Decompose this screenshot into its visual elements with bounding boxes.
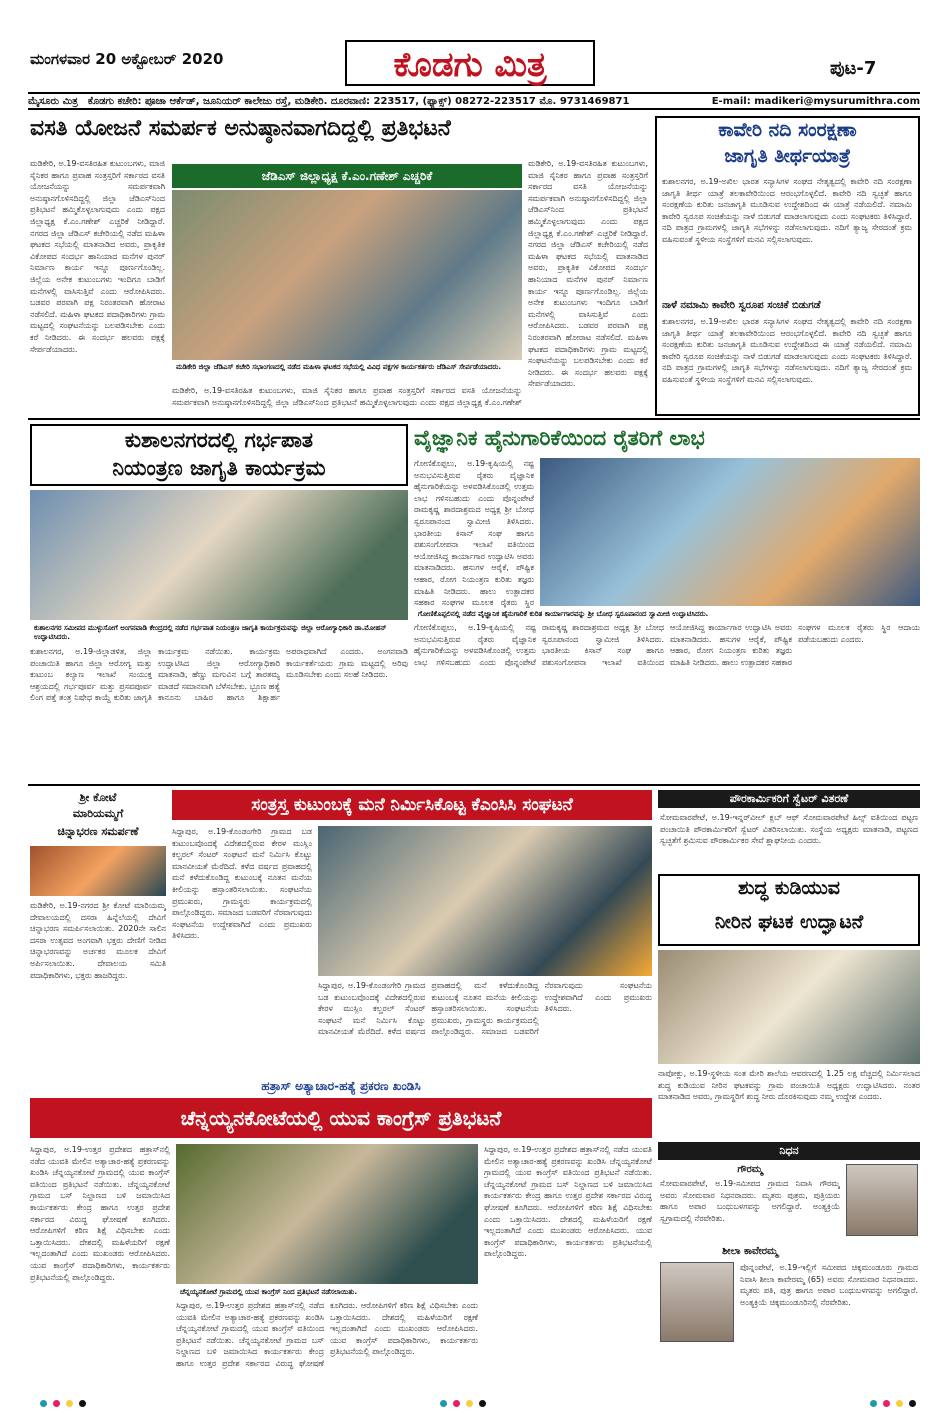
kicker-hathras: ಹತ್ರಾಸ್ ಅತ್ಯಾಚಾರ-ಹತ್ಯೆ ಪ್ರಕರಣ ಖಂಡಿಸಿ: [261, 1079, 421, 1093]
body-kaveri-2: ಕುಶಾಲನಗರ, ಅ.19-ಅಖಿಲ ಭಾರತ ಸನ್ಯಾಸಿಗಳ ಸಂಘದ ನೇತೃತ್ವದಲ್ಲಿ ಕಾವೇರಿ ನದಿ ಸಂರಕ್ಷಣಾ ಜಾಗೃತಿ ತೀರ್ಥ ಯಾತ್ರೆ ತಲಕಾವೇರಿಯಿಂದ ಆರಂಭಗೊಳ್ಳಲಿದೆ. ಕಾವೇರಿ ನದಿ ಸ್ವಚ್ಛತೆ ಹಾಗೂ ಸಂರಕ್ಷಣೆಯ ಕುರಿತು ಜನಜಾಗೃತಿ ಮೂಡಿಸುವ ಉದ್ದೇಶದಿಂದ ಈ ಯಾತ್ರೆ ನಡೆಯಲಿದೆ. ನಮಾಮಿ ಕಾವೇರಿ ಸ್ವರೂಪ ಸಂಚಿಕೆಯನ್ನು ನಾಳೆ ಬಿಡುಗಡೆ ಮಾಡಲಾಗುವುದು ಎಂದು ಸಂಘಟಕರು ತಿಳಿಸಿದ್ದಾರೆ. ನದಿ ಪಾತ್ರದ ಗ್ರಾಮಗಳಲ್ಲಿ ಜಾಗೃತಿ ಸಭೆಗಳನ್ನು ನಡೆಸಲಾಗುವುದು. ನದಿಗೆ ತ್ಯಾಜ್ಯ ಸೇರದಂತೆ ಕ್ರಮ ವಹಿಸುವಂತೆ ಸ್ಥಳೀಯ ಸಂಸ್ಥೆಗಳಿಗೆ ಮನವಿ ಸಲ್ಲಿಸಲಾಗುವುದು.: [662, 317, 912, 384]
body-gold: ಮಡಿಕೇರಿ, ಅ.19-ನಗರದ ಶ್ರೀ ಕೋಟೆ ಮಾರಿಯಮ್ಮ ದೇವಾಲಯದಲ್ಲಿ ದಸರಾ ಹಿನ್ನೆಲೆಯಲ್ಲಿ ದೇವಿಗೆ ಚಿನ್ನಾಭರಣ ಸಮರ್ಪಿಸಲಾಯಿತು. 2020ನೇ ಸಾಲಿನ ದಸರಾ ಉತ್ಸವದ ಅಂಗವಾಗಿ ಭಕ್ತರು ದೇಣಿಗೆ ನೀಡಿದ ಚಿನ್ನಾಭರಣವನ್ನು ಅರ್ಚಕರ ಮೂಲಕ ದೇವಿಗೆ ಅರ್ಪಿಸಲಾಯಿತು. ದೇವಾಲಯ ಸಮಿತಿ ಪದಾಧಿಕಾರಿಗಳು, ಭಕ್ತರು ಹಾಜರಿದ್ದರು.: [30, 901, 166, 980]
subhead-kaveri: ನಾಳೆ ನಮಾಮಿ ಕಾವೇರಿ ಸ್ವರೂಪ ಸಂಚಿಕೆ ಬಿಡುಗಡೆ: [662, 300, 821, 311]
headline-water-line1: ಶುದ್ಧ ಕುಡಿಯುವ: [737, 877, 841, 899]
photo-house-handover: [318, 826, 652, 976]
body-protest-col1: ಸಿದ್ದಾಪುರ, ಅ.19-ಉತ್ತರ ಪ್ರದೇಶದ ಹತ್ರಾಸ್‌ನಲ್ಲಿ ನಡೆದ ಯುವತಿ ಮೇಲಿನ ಅತ್ಯಾಚಾರ-ಹತ್ಯೆ ಪ್ರಕರಣವನ್ನು ಖಂಡಿಸಿ ಚೆನ್ನಯ್ಯನಕೋಟೆ ಗ್ರಾಮದಲ್ಲಿ ಯುವ ಕಾಂಗ್ರೆಸ್ ವತಿಯಿಂದ ಪ್ರತಿಭಟನೆ ನಡೆಯಿತು. ಚೆನ್ನಯ್ಯನಕೋಟೆ ಗ್ರಾಮದ ಬಸ್ ನಿಲ್ದಾಣದ ಬಳಿ ಜಮಾಯಿಸಿದ ಕಾರ್ಯಕರ್ತರು ಕೇಂದ್ರ ಹಾಗೂ ಉತ್ತರ ಪ್ರದೇಶ ಸರ್ಕಾರದ ವಿರುದ್ಧ ಘೋಷಣೆ ಕೂಗಿದರು. ಆರೋಪಿಗಳಿಗೆ ಕಠಿಣ ಶಿಕ್ಷೆ ವಿಧಿಸಬೇಕು ಎಂದು ಒತ್ತಾಯಿಸಿದರು. ದೇಶದಲ್ಲಿ ಮಹಿಳೆಯರಿಗೆ ರಕ್ಷಣೆ ಇಲ್ಲದಂತಾಗಿದೆ ಎಂದು ಮುಖಂಡರು ಆರೋಪಿಸಿದರು. ಯುವ ಕಾಂಗ್ರೆಸ್ ಪದಾಧಿಕಾರಿಗಳು, ಕಾರ್ಯಕರ್ತರು ಪ್ರತಿಭಟನೆಯಲ್ಲಿ ಪಾಲ್ಗೊಂಡಿದ್ದರು.: [30, 1145, 170, 1282]
caption-housing: ಮಡಿಕೇರಿ ಜಿಲ್ಲಾ ಜೆಡಿಎಸ್ ಕಚೇರಿ ಸಭಾಂಗಣದಲ್ಲಿ ನಡೆದ ಮಹಿಳಾ ಘಟಕದ ಸಭೆಯಲ್ಲಿ ವಿವಿಧ ಪಕ್ಷಗಳ ಕಾರ್ಯಕರ್ತರು ಜೆಡಿಎಸ್ ಸೇರ್ಪಡೆಯಾದರು.: [172, 361, 522, 383]
headline-sweater: ಪೌರಕಾರ್ಮಿಕರಿಗೆ ಸ್ವೆಟರ್ ವಿತರಣೆ: [658, 790, 920, 808]
strip-email: E-mail: madikeri@mysurumithra.com: [711, 96, 920, 107]
obit-body-2: ಪೊನ್ನಂಪೇಟೆ, ಅ.19-ಇಲ್ಲಿಗೆ ಸಮೀಪದ ಚಿಕ್ಕಮುಂಡೂರು ಗ್ರಾಮದ ನಿವಾಸಿ ಶೀಲಾ ಕಾವೇರಮ್ಮ (65) ಅವರು ಸೋಮವಾರ ನಿಧನರಾದರು. ಮೃತರು ಪತಿ, ಪುತ್ರ ಹಾಗೂ ಅಪಾರ ಬಂಧುಬಳಗವನ್ನು ಅಗಲಿದ್ದಾರೆ. ಅಂತ್ಯಕ್ರಿಯೆ ಚಿಕ್ಕಮುಂಡೂರಿನಲ್ಲಿ ನೆರವೇರಿತು.: [740, 1263, 918, 1307]
headline-abortion-line2: ನಿಯಂತ್ರಣ ಜಾಗೃತಿ ಕಾರ್ಯಕ್ರಮ: [112, 456, 326, 480]
headline-abortion-line1: ಕುಶಾಲನಗರದಲ್ಲಿ ಗರ್ಭಪಾತ: [124, 428, 314, 452]
registration-marks-right: [870, 1400, 916, 1407]
strip-address: ಕೊಡಗು ಕಚೇರಿ: ಪೂಜಾ ಆರ್ಕೆಡ್, ಜೂನಿಯರ್ ಕಾಲೇಜು ರಸ್ತೆ, ಮಡಿಕೇರಿ. ದೂರವಾಣಿ: 223517, (ಫ್ಯಾಕ್ಸ್) 08272-223517 ಮೊ. 9731469871: [87, 96, 630, 107]
body-dairy-col2: ಗೋಣಿಕೊಪ್ಪಲು, ಅ.19-ಕೃಷಿಯಲ್ಲಿ ನಷ್ಟ ಅನುಭವಿಸುತ್ತಿರುವ ರೈತರು ವೈಜ್ಞಾನಿಕ ಹೈನುಗಾರಿಕೆಯನ್ನು ಅಳವಡಿಸಿಕೊಂಡಲ್ಲಿ ಉತ್ತಮ ಲಾಭ ಗಳಿಸಬಹುದು ಎಂದು ಪೊನ್ನಂಪೇಟೆ ರಾಮಕೃಷ್ಣ ಶಾರದಾಶ್ರಮದ ಅಧ್ಯಕ್ಷ ಶ್ರೀ ಬೋಧ ಸ್ವರೂಪಾನಂದ ಸ್ವಾಮೀಜಿ ತಿಳಿಸಿದರು. ಭಾರತೀಯ ಕಿಸಾನ್ ಸಂಘ ಹಾಗೂ ಪಶುಸಂಗೋಪನಾ ಇಲಾಖೆ ವತಿಯಿಂದ ಆಯೋಜಿಸಿದ್ದ ಕಾರ್ಯಾಗಾರ ಉದ್ಘಾಟಿಸಿ ಅವರು ಮಾತನಾಡಿದರು. ಹಸುಗಳ ಆರೈಕೆ, ಪೌಷ್ಟಿಕ ಆಹಾರ, ರೋಗ ನಿಯಂತ್ರಣ ಕುರಿತು ತಜ್ಞರು ಮಾಹಿತಿ ನೀಡಿದರು. ಹಾಲು ಉತ್ಪಾದಕರ ಸಹಕಾರ ಸಂಘಗಳ ಮೂಲಕ ರೈತರು ಸ್ಥಿರ ಆದಾಯ ಪಡೆಯಬಹುದು ಎಂದರು.: [414, 623, 920, 667]
headline-kaveri-line1: ಕಾವೇರಿ ನದಿ ಸಂರಕ್ಷಣಾ: [718, 119, 857, 141]
issue-date: ಮಂಗಳವಾರ 20 ಅಕ್ಟೋಬರ್ 2020: [30, 50, 224, 68]
photo-dairy-workshop: [540, 458, 920, 606]
caption-dairy: ಗೋಣಿಕೊಪ್ಪಲಿನಲ್ಲಿ ನಡೆದ ವೈಜ್ಞಾನಿಕ ಹೈನುಗಾರಿಕೆ ಕುರಿತ ಕಾರ್ಯಾಗಾರವನ್ನು ಶ್ರೀ ಬೋಧ ಸ್ವರೂಪಾನಂದ ಸ್ವಾಮೀಜಿ ಉದ್ಘಾಟಿಸಿದರು.: [414, 608, 920, 621]
photo-jds-meeting: [172, 190, 522, 360]
body-kaveri: ಕುಶಾಲನಗರ, ಅ.19-ಅಖಿಲ ಭಾರತ ಸನ್ಯಾಸಿಗಳ ಸಂಘದ ನೇತೃತ್ವದಲ್ಲಿ ಕಾವೇರಿ ನದಿ ಸಂರಕ್ಷಣಾ ಜಾಗೃತಿ ತೀರ್ಥ ಯಾತ್ರೆ ತಲಕಾವೇರಿಯಿಂದ ಆರಂಭಗೊಳ್ಳಲಿದೆ. ಕಾವೇರಿ ನದಿ ಸ್ವಚ್ಛತೆ ಹಾಗೂ ಸಂರಕ್ಷಣೆಯ ಕುರಿತು ಜನಜಾಗೃತಿ ಮೂಡಿಸುವ ಉದ್ದೇಶದಿಂದ ಈ ಯಾತ್ರೆ ನಡೆಯಲಿದೆ. ನಮಾಮಿ ಕಾವೇರಿ ಸ್ವರೂಪ ಸಂಚಿಕೆಯನ್ನು ನಾಳೆ ಬಿಡುಗಡೆ ಮಾಡಲಾಗುವುದು ಎಂದು ಸಂಘಟಕರು ತಿಳಿಸಿದ್ದಾರೆ. ನದಿ ಪಾತ್ರದ ಗ್ರಾಮಗಳಲ್ಲಿ ಜಾಗೃತಿ ಸಭೆಗಳನ್ನು ನಡೆಸಲಾಗುವುದು. ನದಿಗೆ ತ್ಯಾಜ್ಯ ಸೇರದಂತೆ ಕ್ರಮ ವಹಿಸುವಂತೆ ಸ್ಥಳೀಯ ಸಂಸ್ಥೆಗಳಿಗೆ ಮನವಿ ಸಲ್ಲಿಸಲಾಗುವುದು.: [662, 177, 912, 244]
photo-protest: [176, 1144, 478, 1284]
page-number: ಪುಟ-7: [830, 58, 877, 79]
headline-kmcc: ಸಂತ್ರಸ್ತ ಕುಟುಂಬಕ್ಕೆ ಮನೆ ನಿರ್ಮಿಸಿಕೊಟ್ಟ ಕೆಎಂಸಿಸಿ ಸಂಘಟನೆ: [172, 790, 652, 820]
photo-awareness-program: [30, 490, 408, 620]
headline-housing: ವಸತಿ ಯೋಜನೆ ಸಮರ್ಪಕ ಅನುಷ್ಠಾನವಾಗದಿದ್ದಲ್ಲಿ ಪ್ರತಿಭಟನೆ: [30, 116, 451, 141]
divider-row2: [28, 784, 920, 786]
headline-protest: ಚೆನ್ನಯ್ಯನಕೋಟೆಯಲ್ಲಿ ಯುವ ಕಾಂಗ್ರೆಸ್ ಪ್ರತಿಭಟನೆ: [30, 1098, 652, 1138]
headline-gold-line3: ಚಿನ್ನಾಭರಣ ಸಮರ್ಪಣೆ: [57, 825, 139, 838]
headline-gold-line1: ಶ್ರೀ ಕೋಟೆ: [79, 791, 117, 804]
body-abortion: ಕುಶಾಲನಗರ, ಅ.19-ಜಿಲ್ಲಾಡಳಿತ, ಜಿಲ್ಲಾ ಪಂಚಾಯಿತಿ ಹಾಗೂ ಜಿಲ್ಲಾ ಆರೋಗ್ಯ ಮತ್ತು ಕುಟುಂಬ ಕಲ್ಯಾಣ ಇಲಾಖೆ ಸಂಯುಕ್ತ ಆಶ್ರಯದಲ್ಲಿ ಗರ್ಭಪೂರ್ವ ಮತ್ತು ಪ್ರಸವಪೂರ್ವ ಲಿಂಗ ಪತ್ತೆ ತಂತ್ರ ನಿಷೇಧ ಕಾಯ್ದೆ ಕುರಿತು ಜಾಗೃತಿ ಕಾರ್ಯಕ್ರಮ ನಡೆಯಿತು. ಕಾರ್ಯಕ್ರಮ ಉದ್ಘಾಟಿಸಿದ ಜಿಲ್ಲಾ ಆರೋಗ್ಯಾಧಿಕಾರಿ ಮಾತನಾಡಿ, ಹೆಣ್ಣು ಮಗುವಿನ ಬಗ್ಗೆ ತಾರತಮ್ಯ ಮಾಡದೆ ಸಮಾನವಾಗಿ ಬೆಳೆಸಬೇಕು. ಭ್ರೂಣ ಹತ್ಯೆ ಕಾನೂನು ಬಾಹಿರ ಹಾಗೂ ಶಿಕ್ಷಾರ್ಹ ಅಪರಾಧವಾಗಿದೆ ಎಂದರು. ಅಂಗನವಾಡಿ ಕಾರ್ಯಕರ್ತೆಯರು ಗ್ರಾಮ ಮಟ್ಟದಲ್ಲಿ ಅರಿವು ಮೂಡಿಸಬೇಕು ಎಂದು ಸಲಹೆ ನೀಡಿದರು.: [30, 647, 408, 703]
body-water: ನಾಪೋಕ್ಲು, ಅ.19-ಸ್ಥಳೀಯ ಸಂತ ಮೇರಿ ಶಾಲೆಯ ಆವರಣದಲ್ಲಿ 1.25 ಲಕ್ಷ ವೆಚ್ಚದಲ್ಲಿ ನಿರ್ಮಿಸಲಾದ ಶುದ್ಧ ಕುಡಿಯುವ ನೀರಿನ ಘಟಕವನ್ನು ಗ್ರಾಮ ಪಂಚಾಯಿತಿ ಅಧ್ಯಕ್ಷರು ಉದ್ಘಾಟಿಸಿದರು. ನಂತರ ಮಾತನಾಡಿದ ಅವರು, ಗ್ರಾಮಸ್ಥರಿಗೆ ಶುದ್ಧ ನೀರು ದೊರಕಿಸುವುದು ನಮ್ಮ ಉದ್ದೇಶ ಎಂದರು.: [658, 1069, 920, 1102]
obit-name-1: ಗೌರಮ್ಮ: [737, 1164, 763, 1175]
obit-name-2: ಶೀಲಾ ಕಾವೇರಮ್ಮ: [722, 1246, 778, 1257]
body-kmcc-col2: ಸಿದ್ದಾಪುರ, ಅ.19-ಕೊಂಡಂಗೇರಿ ಗ್ರಾಮದ ಬಡ ಕುಟುಂಬವೊಂದಕ್ಕೆ ವಿದೇಶದಲ್ಲಿರುವ ಕೇರಳ ಮುಸ್ಲಿಂ ಕಲ್ಚರಲ್ ಸೆಂಟರ್ ಸಂಘಟನೆ ಮನೆ ನಿರ್ಮಿಸಿ ಕೊಟ್ಟು ಮಾನವೀಯತೆ ಮೆರೆದಿದೆ. ಕಳೆದ ವರ್ಷದ ಪ್ರವಾಹದಲ್ಲಿ ಮನೆ ಕಳೆದುಕೊಂಡಿದ್ದ ಕುಟುಂಬಕ್ಕೆ ನೂತನ ಮನೆಯ ಕೀಲಿಯನ್ನು ಹಸ್ತಾಂತರಿಸಲಾಯಿತು. ಸಂಘಟನೆಯ ಪ್ರಮುಖರು, ಗ್ರಾಮಸ್ಥರು ಕಾರ್ಯಕ್ರಮದಲ್ಲಿ ಪಾಲ್ಗೊಂಡಿದ್ದರು. ಸಮಾಜದ ಬಡವರಿಗೆ ನೆರವಾಗುವುದು ಸಂಘಟನೆಯ ಉದ್ದೇಶವಾಗಿದೆ ಎಂದು ಪ್ರಮುಖರು ತಿಳಿಸಿದರು.: [318, 981, 652, 1037]
photo-temple: [30, 846, 166, 896]
body-kmcc-col1: ಸಿದ್ದಾಪುರ, ಅ.19-ಕೊಂಡಂಗೇರಿ ಗ್ರಾಮದ ಬಡ ಕುಟುಂಬವೊಂದಕ್ಕೆ ವಿದೇಶದಲ್ಲಿರುವ ಕೇರಳ ಮುಸ್ಲಿಂ ಕಲ್ಚರಲ್ ಸೆಂಟರ್ ಸಂಘಟನೆ ಮನೆ ನಿರ್ಮಿಸಿ ಕೊಟ್ಟು ಮಾನವೀಯತೆ ಮೆರೆದಿದೆ. ಕಳೆದ ವರ್ಷದ ಪ್ರವಾಹದಲ್ಲಿ ಮನೆ ಕಳೆದುಕೊಂಡಿದ್ದ ಕುಟುಂಬಕ್ಕೆ ನೂತನ ಮನೆಯ ಕೀಲಿಯನ್ನು ಹಸ್ತಾಂತರಿಸಲಾಯಿತು. ಸಂಘಟನೆಯ ಪ್ರಮುಖರು, ಗ್ರಾಮಸ್ಥರು ಕಾರ್ಯಕ್ರಮದಲ್ಲಿ ಪಾಲ್ಗೊಂಡಿದ್ದರು. ಸಮಾಜದ ಬಡವರಿಗೆ ನೆರವಾಗುವುದು ಸಂಘಟನೆಯ ಉದ್ದೇಶವಾಗಿದೆ ಎಂದು ಪ್ರಮುಖರು ತಿಳಿಸಿದರು.: [172, 827, 312, 941]
subhead-housing: ಜೆಡಿಎಸ್ ಜಿಲ್ಲಾಧ್ಯಕ್ಷ ಕೆ.ಎಂ.ಗಣೇಶ್ ಎಚ್ಚರಿಕೆ: [172, 164, 522, 188]
divider-row1: [28, 418, 920, 420]
masthead-logo: ಕೊಡಗು ಮಿತ್ರ: [345, 40, 595, 86]
body-dairy-col1: ಗೋಣಿಕೊಪ್ಪಲು, ಅ.19-ಕೃಷಿಯಲ್ಲಿ ನಷ್ಟ ಅನುಭವಿಸುತ್ತಿರುವ ರೈತರು ವೈಜ್ಞಾನಿಕ ಹೈನುಗಾರಿಕೆಯನ್ನು ಅಳವಡಿಸಿಕೊಂಡಲ್ಲಿ ಉತ್ತಮ ಲಾಭ ಗಳಿಸಬಹುದು ಎಂದು ಪೊನ್ನಂಪೇಟೆ ರಾಮಕೃಷ್ಣ ಶಾರದಾಶ್ರಮದ ಅಧ್ಯಕ್ಷ ಶ್ರೀ ಬೋಧ ಸ್ವರೂಪಾನಂದ ಸ್ವಾಮೀಜಿ ತಿಳಿಸಿದರು. ಭಾರತೀಯ ಕಿಸಾನ್ ಸಂಘ ಹಾಗೂ ಪಶುಸಂಗೋಪನಾ ಇಲಾಖೆ ವತಿಯಿಂದ ಆಯೋಜಿಸಿದ್ದ ಕಾರ್ಯಾಗಾರ ಉದ್ಘಾಟಿಸಿ ಅವರು ಮಾತನಾಡಿದರು. ಹಸುಗಳ ಆರೈಕೆ, ಪೌಷ್ಟಿಕ ಆಹಾರ, ರೋಗ ನಿಯಂತ್ರಣ ಕುರಿತು ತಜ್ಞರು ಮಾಹಿತಿ ನೀಡಿದರು. ಹಾಲು ಉತ್ಪಾದಕರ ಸಹಕಾರ ಸಂಘಗಳ ಮೂಲಕ ರೈತರು ಸ್ಥಿರ: [414, 459, 534, 608]
body-housing-col2: ಮಡಿಕೇರಿ, ಅ.19-ವಸತಿರಹಿತ ಕುಟುಂಬಗಳು, ಮಾಜಿ ಸೈನಿಕರ ಹಾಗೂ ಪ್ರವಾಹ ಸಂತ್ರಸ್ತರಿಗೆ ಸರ್ಕಾರದ ವಸತಿ ಯೋಜನೆಯನ್ನು ಸಮರ್ಪಕವಾಗಿ ಅನುಷ್ಠಾನಗೊಳಿಸದಿದ್ದಲ್ಲಿ ಜಿಲ್ಲಾ ಜೆಡಿಎಸ್‌ನಿಂದ ಪ್ರತಿಭಟನೆ ಹಮ್ಮಿಕೊಳ್ಳಲಾಗುವುದು ಎಂದು ಪಕ್ಷದ ಜಿಲ್ಲಾಧ್ಯಕ್ಷ ಕೆ.ಎಂ.ಗಣೇಶ್: [172, 386, 522, 407]
registration-marks-left: [40, 1400, 86, 1407]
headline-gold-line2: ಮಾರಿಯಮ್ಮಗೆ: [72, 807, 124, 820]
headline-water-line2: ನೀರಿನ ಘಟಕ ಉದ್ಘಾಟನೆ: [714, 911, 864, 933]
caption-abortion: ಕುಶಾಲನಗರ ಸಮೀಪದ ಮುಳ್ಳುಸೋಗೆ ಅಂಗನವಾಡಿ ಕೇಂದ್ರದಲ್ಲಿ ನಡೆದ ಗರ್ಭಪಾತ ನಿಯಂತ್ರಣ ಜಾಗೃತಿ ಕಾರ್ಯಕ್ರಮವನ್ನು ಜಿಲ್ಲಾ ಆರೋಗ್ಯಾಧಿಕಾರಿ ಡಾ.ಮೋಹನ್ ಉದ್ಘಾಟಿಸಿದರು.: [30, 622, 408, 644]
obit-section-title: ನಿಧನ: [658, 1142, 920, 1160]
caption-protest: ಚೆನ್ನಯ್ಯನಕೋಟೆ ಗ್ರಾಮದಲ್ಲಿ ಯುವ ಕಾಂಗ್ರೆಸ್ ನಿಂದ ಪ್ರತಿಭಟನೆ ನಡೆಸಲಾಯಿತು.: [176, 1286, 478, 1299]
body-protest-col2: ಸಿದ್ದಾಪುರ, ಅ.19-ಉತ್ತರ ಪ್ರದೇಶದ ಹತ್ರಾಸ್‌ನಲ್ಲಿ ನಡೆದ ಯುವತಿ ಮೇಲಿನ ಅತ್ಯಾಚಾರ-ಹತ್ಯೆ ಪ್ರಕರಣವನ್ನು ಖಂಡಿಸಿ ಚೆನ್ನಯ್ಯನಕೋಟೆ ಗ್ರಾಮದಲ್ಲಿ ಯುವ ಕಾಂಗ್ರೆಸ್ ವತಿಯಿಂದ ಪ್ರತಿಭಟನೆ ನಡೆಯಿತು. ಚೆನ್ನಯ್ಯನಕೋಟೆ ಗ್ರಾಮದ ಬಸ್ ನಿಲ್ದಾಣದ ಬಳಿ ಜಮಾಯಿಸಿದ ಕಾರ್ಯಕರ್ತರು ಕೇಂದ್ರ ಹಾಗೂ ಉತ್ತರ ಪ್ರದೇಶ ಸರ್ಕಾರದ ವಿರುದ್ಧ ಘೋಷಣೆ ಕೂಗಿದರು. ಆರೋಪಿಗಳಿಗೆ ಕಠಿಣ ಶಿಕ್ಷೆ ವಿಧಿಸಬೇಕು ಎಂದು ಒತ್ತಾಯಿಸಿದರು. ದೇಶದಲ್ಲಿ ಮಹಿಳೆಯರಿಗೆ ರಕ್ಷಣೆ ಇಲ್ಲದಂತಾಗಿದೆ ಎಂದು ಮುಖಂಡರು ಆರೋಪಿಸಿದರು. ಯುವ ಕಾಂಗ್ರೆಸ್ ಪದಾಧಿಕಾರಿಗಳು, ಕಾರ್ಯಕರ್ತರು ಪ್ರತಿಭಟನೆಯಲ್ಲಿ ಪಾಲ್ಗೊಂಡಿದ್ದರು.: [176, 1301, 478, 1368]
body-housing-col3: ಮಡಿಕೇರಿ, ಅ.19-ವಸತಿರಹಿತ ಕುಟುಂಬಗಳು, ಮಾಜಿ ಸೈನಿಕರ ಹಾಗೂ ಪ್ರವಾಹ ಸಂತ್ರಸ್ತರಿಗೆ ಸರ್ಕಾರದ ವಸತಿ ಯೋಜನೆಯನ್ನು ಸಮರ್ಪಕವಾಗಿ ಅನುಷ್ಠಾನಗೊಳಿಸದಿದ್ದಲ್ಲಿ ಜಿಲ್ಲಾ ಜೆಡಿಎಸ್‌ನಿಂದ ಪ್ರತಿಭಟನೆ ಹಮ್ಮಿಕೊಳ್ಳಲಾಗುವುದು ಎಂದು ಪಕ್ಷದ ಜಿಲ್ಲಾಧ್ಯಕ್ಷ ಕೆ.ಎಂ.ಗಣೇಶ್ ಎಚ್ಚರಿಕೆ ನೀಡಿದ್ದಾರೆ. ನಗರದ ಜಿಲ್ಲಾ ಜೆಡಿಎಸ್ ಕಚೇರಿಯಲ್ಲಿ ನಡೆದ ಮಹಿಳಾ ಘಟಕದ ಸಭೆಯಲ್ಲಿ ಮಾತನಾಡಿದ ಅವರು, ಪ್ರಾಕೃತಿಕ ವಿಕೋಪದ ಸಂದರ್ಭ ಹಾನಿಯಾದ ಮನೆಗಳ ಪುನರ್ ನಿರ್ಮಾಣ ಕಾರ್ಯ ಇನ್ನೂ ಪೂರ್ಣಗೊಂಡಿಲ್ಲ. ಜಿಲ್ಲೆಯ ಅನೇಕ ಕುಟುಂಬಗಳು ಇಂದಿಗೂ ಬಾಡಿಗೆ ಮನೆಗಳಲ್ಲಿ ವಾಸಿಸುತ್ತಿವೆ ಎಂದು ಆರೋಪಿಸಿದರು. ಬಡವರ ಪರವಾಗಿ ಪಕ್ಷ ನಿರಂತರವಾಗಿ ಹೋರಾಟ ನಡೆಸಲಿದೆ. ಮಹಿಳಾ ಘಟಕದ ಪದಾಧಿಕಾರಿಗಳು ಗ್ರಾಮ ಮಟ್ಟದಲ್ಲಿ ಸಂಘಟನೆಯನ್ನು ಬಲಪಡಿಸಬೇಕು ಎಂದು ಕರೆ ನೀಡಿದರು. ಈ ಸಂದರ್ಭ ಹಲವರು ಪಕ್ಷಕ್ಕೆ ಸೇರ್ಪಡೆಯಾದರು.: [528, 159, 648, 389]
body-protest-col3: ಸಿದ್ದಾಪುರ, ಅ.19-ಉತ್ತರ ಪ್ರದೇಶದ ಹತ್ರಾಸ್‌ನಲ್ಲಿ ನಡೆದ ಯುವತಿ ಮೇಲಿನ ಅತ್ಯಾಚಾರ-ಹತ್ಯೆ ಪ್ರಕರಣವನ್ನು ಖಂಡಿಸಿ ಚೆನ್ನಯ್ಯನಕೋಟೆ ಗ್ರಾಮದಲ್ಲಿ ಯುವ ಕಾಂಗ್ರೆಸ್ ವತಿಯಿಂದ ಪ್ರತಿಭಟನೆ ನಡೆಯಿತು. ಚೆನ್ನಯ್ಯನಕೋಟೆ ಗ್ರಾಮದ ಬಸ್ ನಿಲ್ದಾಣದ ಬಳಿ ಜಮಾಯಿಸಿದ ಕಾರ್ಯಕರ್ತರು ಕೇಂದ್ರ ಹಾಗೂ ಉತ್ತರ ಪ್ರದೇಶ ಸರ್ಕಾರದ ವಿರುದ್ಧ ಘೋಷಣೆ ಕೂಗಿದರು. ಆರೋಪಿಗಳಿಗೆ ಕಠಿಣ ಶಿಕ್ಷೆ ವಿಧಿಸಬೇಕು ಎಂದು ಒತ್ತಾಯಿಸಿದರು. ದೇಶದಲ್ಲಿ ಮಹಿಳೆಯರಿಗೆ ರಕ್ಷಣೆ ಇಲ್ಲದಂತಾಗಿದೆ ಎಂದು ಮುಖಂಡರು ಆರೋಪಿಸಿದರು. ಯುವ ಕಾಂಗ್ರೆಸ್ ಪದಾಧಿಕಾರಿಗಳು, ಕಾರ್ಯಕರ್ತರು ಪ್ರತಿಭಟನೆಯಲ್ಲಿ ಪಾಲ್ಗೊಂಡಿದ್ದರು.: [484, 1145, 652, 1259]
obit-body-1: ಸೋಮವಾರಪೇಟೆ, ಅ.19-ಸಮೀಪದ ಗ್ರಾಮದ ನಿವಾಸಿ ಗೌರಮ್ಮ ಅವರು ಸೋಮವಾರ ನಿಧನರಾದರು. ಮೃತರು ಪುತ್ರರು, ಪುತ್ರಿಯರು ಹಾಗೂ ಅಪಾರ ಬಂಧುಬಳಗವನ್ನು ಅಗಲಿದ್ದಾರೆ. ಅಂತ್ಯಕ್ರಿಯೆ ಸ್ವಗ್ರಾಮದಲ್ಲಿ ನೆರವೇರಿತು.: [660, 1179, 840, 1223]
obit-photo-1: [846, 1164, 918, 1236]
headline-dairy: ವೈಜ್ಞಾನಿಕ ಹೈನುಗಾರಿಕೆಯಿಂದ ರೈತರಿಗೆ ಲಾಭ: [414, 426, 705, 450]
body-housing-col1: ಮಡಿಕೇರಿ, ಅ.19-ವಸತಿರಹಿತ ಕುಟುಂಬಗಳು, ಮಾಜಿ ಸೈನಿಕರ ಹಾಗೂ ಪ್ರವಾಹ ಸಂತ್ರಸ್ತರಿಗೆ ಸರ್ಕಾರದ ವಸತಿ ಯೋಜನೆಯನ್ನು ಸಮರ್ಪಕವಾಗಿ ಅನುಷ್ಠಾನಗೊಳಿಸದಿದ್ದಲ್ಲಿ ಜಿಲ್ಲಾ ಜೆಡಿಎಸ್‌ನಿಂದ ಪ್ರತಿಭಟನೆ ಹಮ್ಮಿಕೊಳ್ಳಲಾಗುವುದು ಎಂದು ಪಕ್ಷದ ಜಿಲ್ಲಾಧ್ಯಕ್ಷ ಕೆ.ಎಂ.ಗಣೇಶ್ ಎಚ್ಚರಿಕೆ ನೀಡಿದ್ದಾರೆ. ನಗರದ ಜಿಲ್ಲಾ ಜೆಡಿಎಸ್ ಕಚೇರಿಯಲ್ಲಿ ನಡೆದ ಮಹಿಳಾ ಘಟಕದ ಸಭೆಯಲ್ಲಿ ಮಾತನಾಡಿದ ಅವರು, ಪ್ರಾಕೃತಿಕ ವಿಕೋಪದ ಸಂದರ್ಭ ಹಾನಿಯಾದ ಮನೆಗಳ ಪುನರ್ ನಿರ್ಮಾಣ ಕಾರ್ಯ ಇನ್ನೂ ಪೂರ್ಣಗೊಂಡಿಲ್ಲ. ಜಿಲ್ಲೆಯ ಅನೇಕ ಕುಟುಂಬಗಳು ಇಂದಿಗೂ ಬಾಡಿಗೆ ಮನೆಗಳಲ್ಲಿ ವಾಸಿಸುತ್ತಿವೆ ಎಂದು ಆರೋಪಿಸಿದರು. ಬಡವರ ಪರವಾಗಿ ಪಕ್ಷ ನಿರಂತರವಾಗಿ ಹೋರಾಟ ನಡೆಸಲಿದೆ. ಮಹಿಳಾ ಘಟಕದ ಪದಾಧಿಕಾರಿಗಳು ಗ್ರಾಮ ಮಟ್ಟದಲ್ಲಿ ಸಂಘಟನೆಯನ್ನು ಬಲಪಡಿಸಬೇಕು ಎಂದು ಕರೆ ನೀಡಿದರು. ಈ ಸಂದರ್ಭ ಹಲವರು ಪಕ್ಷಕ್ಕೆ ಸೇರ್ಪಡೆಯಾದರು.: [30, 159, 165, 354]
photo-water-unit: [658, 950, 920, 1064]
strip-brand: ಮೈಸೂರು ಮಿತ್ರ: [28, 96, 78, 107]
body-sweater: ಸೋಮವಾರಪೇಟೆ, ಅ.19-ಇನ್ನರ್‌ವೀಲ್ ಕ್ಲಬ್ ಆಫ್ ಸೋಮವಾರಪೇಟೆ ಹಿಲ್ಸ್ ವತಿಯಿಂದ ಪಟ್ಟಣ ಪಂಚಾಯಿತಿ ಪೌರಕಾರ್ಮಿಕರಿಗೆ ಸ್ವೆಟರ್ ವಿತರಿಸಲಾಯಿತು. ಸಂಸ್ಥೆಯ ಅಧ್ಯಕ್ಷರು ಮಾತನಾಡಿ, ಪಟ್ಟಣದ ಸ್ವಚ್ಛತೆಗೆ ಶ್ರಮಿಸುವ ಪೌರಕಾರ್ಮಿಕರ ಸೇವೆ ಶ್ಲಾಘನೀಯ ಎಂದರು.: [660, 813, 918, 846]
registration-marks-center: [440, 1400, 486, 1407]
contact-strip: [28, 92, 920, 110]
headline-kaveri-line2: ಜಾಗೃತಿ ತೀರ್ಥಯಾತ್ರೆ: [724, 145, 851, 167]
obit-photo-2: [660, 1262, 734, 1342]
